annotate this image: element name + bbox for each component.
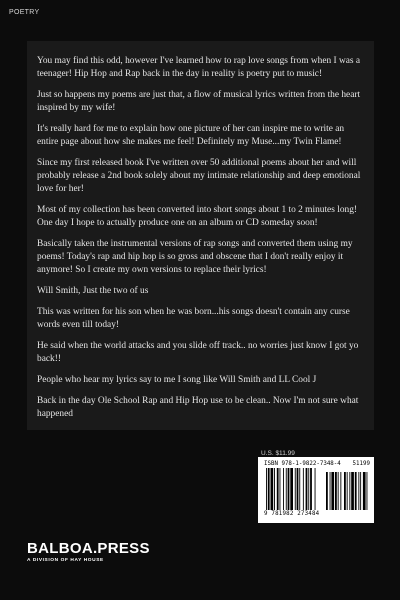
paragraph: You may find this odd, however I've learned how to rap love songs from when I was a teenager! Hip Hop and Rap back in the day in reality is poetry put to music! — [37, 56, 361, 79]
paragraph: Back in the day Ole School Rap and Hip Hop use to be clean.. Now I'm not sure what happened — [37, 396, 359, 419]
paragraph: Just so happens my poems are just that, a flow of musical lyrics written from the heart inspired by my wife! — [37, 90, 361, 113]
publisher-subtitle: A DIVISION OF HAY HOUSE — [27, 558, 104, 563]
paragraph: Most of my collection has been converted into short songs about 1 to 2 minutes long! One day I hope to actually produce one on an album or CD someday soon! — [37, 205, 358, 228]
barcode-graphic — [264, 468, 370, 510]
publisher-name: BALBOA.PRESS — [27, 540, 150, 557]
paragraph: He said when the world attacks and you slide off track.. no worries just know I got yo back!! — [37, 341, 359, 364]
isbn-row — [264, 461, 370, 467]
category-label: POETRY — [9, 9, 40, 16]
paragraph: Since my first released book I've written over 50 additional poems about her and will probably release a 2nd book solely about my intimate relationship and deep emotional love for her! — [37, 158, 361, 194]
paragraph: Will Smith, Just the two of us — [37, 286, 149, 296]
price-code: 51199 — [352, 461, 370, 467]
price-label: U.S. $11.99 — [261, 450, 295, 457]
paragraph: People who hear my lyrics say to me I song like Will Smith and LL Cool J — [37, 375, 317, 385]
isbn-label: ISBN 978-1-9822-7348-4 — [264, 461, 341, 467]
paragraph: It's really hard for me to explain how one picture of her can inspire me to write an entire page about how she makes me feel! Definitely my Muse...my Twin Flame! — [37, 124, 345, 147]
back-cover-text-panel — [27, 41, 374, 430]
barcode-box — [258, 457, 374, 523]
publisher-logo — [27, 540, 150, 563]
paragraph: This was written for his son when he was born...his songs doesn't contain any curse words even till today! — [37, 307, 350, 330]
barcode-digits: 9 781982 273484 — [264, 511, 320, 517]
paragraph: Basically taken the instrumental versions of rap songs and converted them using my poems! Today's rap and hip hop is so gross and obscene that I don't really enjoy it anymore! So I create my own versions to replace their lyrics! — [37, 239, 353, 275]
